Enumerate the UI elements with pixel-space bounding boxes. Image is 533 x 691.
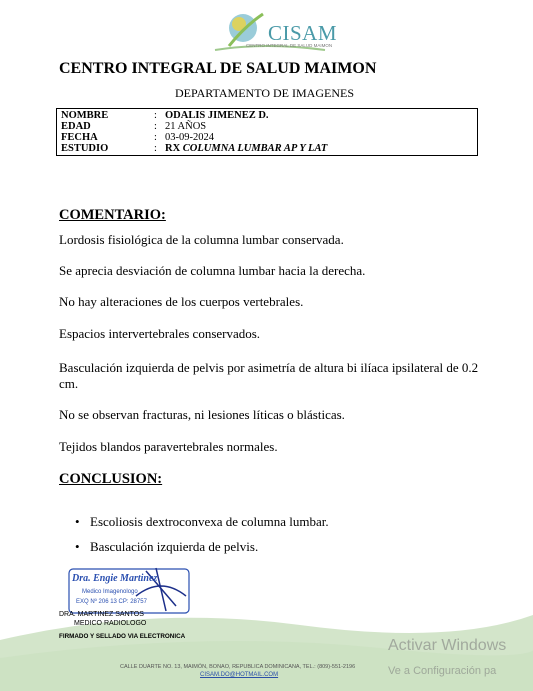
comentario-paragraph: No hay alteraciones de los cuerpos vertebrales.	[59, 294, 304, 309]
conclusion-item: • Basculación izquierda de pelvis.	[75, 539, 329, 564]
nombre-label: NOMBRE	[61, 110, 109, 121]
stamp-role: Medico Imagenologo	[82, 589, 138, 595]
estudio-label: ESTUDIO	[61, 143, 109, 154]
logo-subtitle: CENTRO INTEGRAL DE SALUD MAIMON	[246, 43, 333, 48]
conclusion-item: • Escoliosis dextroconvexa de columna lumbar.	[75, 514, 329, 539]
nombre-value: ODALIS JIMENEZ D.	[165, 110, 269, 121]
organization-title: CENTRO INTEGRAL DE SALUD MAIMON	[59, 60, 377, 77]
patient-info-box	[56, 108, 478, 156]
nombre-colon: :	[154, 110, 157, 121]
comentario-paragraph: Basculación izquierda de pelvis por asimetría de altura bi ilíaca ipsilateral de 0.2 cm.	[59, 360, 479, 391]
signer-name: DRA. MARTINEZ SANTOS	[59, 611, 144, 618]
signature-note: FIRMADO Y SELLADO VIA ELECTRONICA	[59, 633, 186, 640]
footer-email-link[interactable]: CISAM.DO@HOTMAIL.COM	[200, 672, 279, 678]
conclusion-heading: CONCLUSION:	[59, 471, 163, 487]
estudio-prefix: RX	[165, 143, 181, 154]
estudio-value	[165, 143, 327, 154]
comentario-paragraph: Tejidos blandos paravertebrales normales.	[59, 439, 278, 454]
fecha-label: FECHA	[61, 132, 98, 143]
estudio-colon: :	[154, 143, 157, 154]
comentario-paragraph: Se aprecia desviación de columna lumbar hacia la derecha.	[59, 263, 366, 278]
stamp-name: Dra. Engie Martinez	[72, 573, 158, 584]
windows-activation-title: Activar Windows	[388, 637, 507, 654]
edad-value: 21 AÑOS	[165, 121, 207, 132]
comentario-paragraph: No se observan fracturas, ni lesiones líticas o blásticas.	[59, 407, 345, 422]
logo-text: CISAM	[268, 21, 338, 45]
fecha-colon: :	[154, 132, 157, 143]
stamp-exq: EXQ Nº 206 13 CP: 28757	[76, 599, 147, 605]
windows-activation-subtitle: Ve a Configuración pa	[388, 665, 497, 677]
footer-address: CALLE DUARTE NO. 13, MAIMÓN, BONAO, REPUBLICA DOMINICANA, TEL.: (809)-551-2196	[120, 664, 356, 670]
department-title: DEPARTAMENTO DE IMAGENES	[175, 86, 354, 100]
comentario-paragraph: Espacios intervertebrales conservados.	[59, 326, 261, 341]
comentario-paragraph: Lordosis fisiológica de la columna lumbar conservada.	[59, 232, 344, 247]
edad-colon: :	[154, 121, 157, 132]
conclusion-list	[75, 514, 329, 564]
signer-role: MEDICO RADIOLOGO	[74, 620, 147, 627]
signature-stamp	[66, 566, 196, 616]
estudio-description: COLUMNA LUMBAR AP Y LAT	[182, 143, 328, 154]
edad-label: EDAD	[61, 121, 91, 132]
fecha-value: 03-09-2024	[165, 132, 214, 143]
comentario-heading: COMENTARIO:	[59, 207, 166, 223]
